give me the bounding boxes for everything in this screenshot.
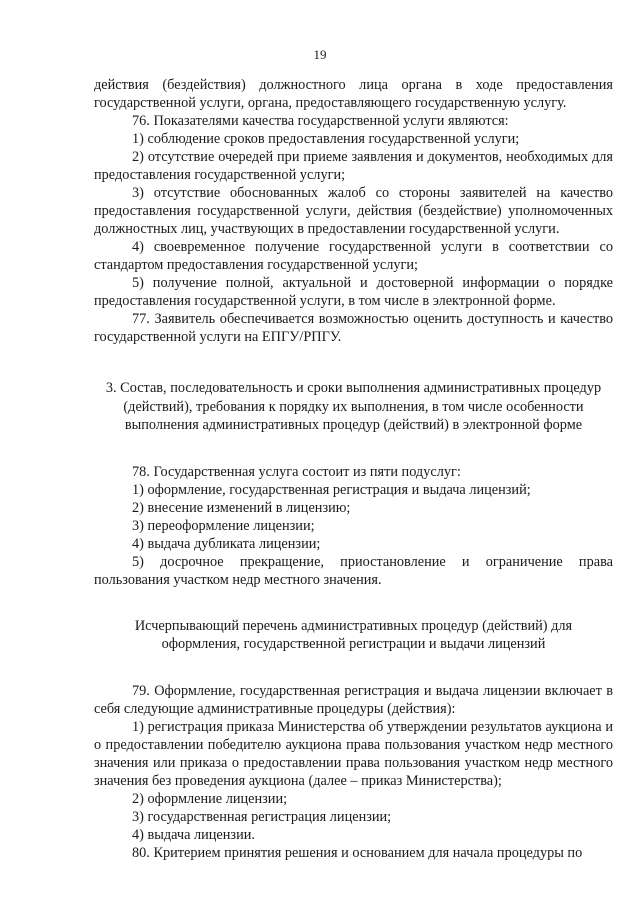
paragraph: 1) соблюдение сроков предоставления государственной услуги; [132, 131, 520, 147]
paragraph: действия (бездействия) должностного лица органа в ходе предоставления государственной услуги, органа, предоставляющего государственную услугу. [94, 77, 613, 111]
paragraph: 3) государственная регистрация лицензии; [132, 808, 392, 825]
paragraph: 79. Оформление, государственная регистрация и выдача лицензии включает в себя следующие административные процедуры (действия): [94, 682, 613, 717]
section-spacer [94, 654, 613, 682]
paragraph: 4) своевременное получение государственной услуги в соответствии со стандартом предоставления государственной услуги; [94, 239, 613, 273]
paragraph: 1) оформление, государственная регистрация и выдача лицензий; [132, 481, 531, 498]
paragraph: 1) регистрация приказа Министерства об утверждении результатов аукциона и о предоставлении победителю аукциона права пользования участком недр местного значения или приказа о предоставлении права пользования участком недр местного значения без проведения аукциона (далее – приказ Министерства); [94, 718, 613, 789]
section-heading: Исчерпывающий перечень административных процедур (действий) для оформления, государственной регистрации и выдачи лицензий [134, 617, 573, 652]
page-number: 19 [313, 47, 327, 62]
section-heading: 3. Состав, последовательность и сроки выполнения административных процедур (действий), требования к порядку их выполнения, в том числе особенности выполнения административных процедур (действий) в электронной форме [105, 380, 602, 433]
section-spacer [94, 346, 613, 379]
paragraph: 5) досрочное прекращение, приостановление и ограничение права пользования участком недр местного значения. [94, 553, 613, 588]
paragraph: 5) получение полной, актуальной и достоверной информации о порядке предоставления государственной услуги, в том числе в электронной форме. [94, 275, 613, 309]
document-body [94, 76, 613, 862]
section-spacer [94, 435, 613, 463]
paragraph: 76. Показателями качества государственной услуги являются: [132, 113, 509, 129]
paragraph: 2) внесение изменений в лицензию; [132, 499, 351, 516]
paragraph: 3) переоформление лицензии; [132, 517, 315, 534]
paragraph: 3) отсутствие обоснованных жалоб со стороны заявителей на качество предоставления государственной услуги, действия (бездействие) уполномоченных должностных лиц, участвующих в предоставлении государственной услуги. [94, 185, 613, 237]
paragraph: 4) выдача лицензии. [132, 826, 255, 843]
section-spacer [94, 589, 613, 617]
paragraph: 4) выдача дубликата лицензии; [132, 535, 321, 552]
paragraph: 77. Заявитель обеспечивается возможностью оценить доступность и качество государственной услуги на ЕПГУ/РПГУ. [94, 311, 613, 345]
paragraph: 80. Критерием принятия решения и основанием для начала процедуры по [132, 844, 583, 861]
paragraph: 2) оформление лицензии; [132, 790, 288, 807]
paragraph: 2) отсутствие очередей при приеме заявления и документов, необходимых для предоставления государственной услуги; [94, 149, 613, 183]
paragraph: 78. Государственная услуга состоит из пяти подуслуг: [132, 463, 461, 480]
